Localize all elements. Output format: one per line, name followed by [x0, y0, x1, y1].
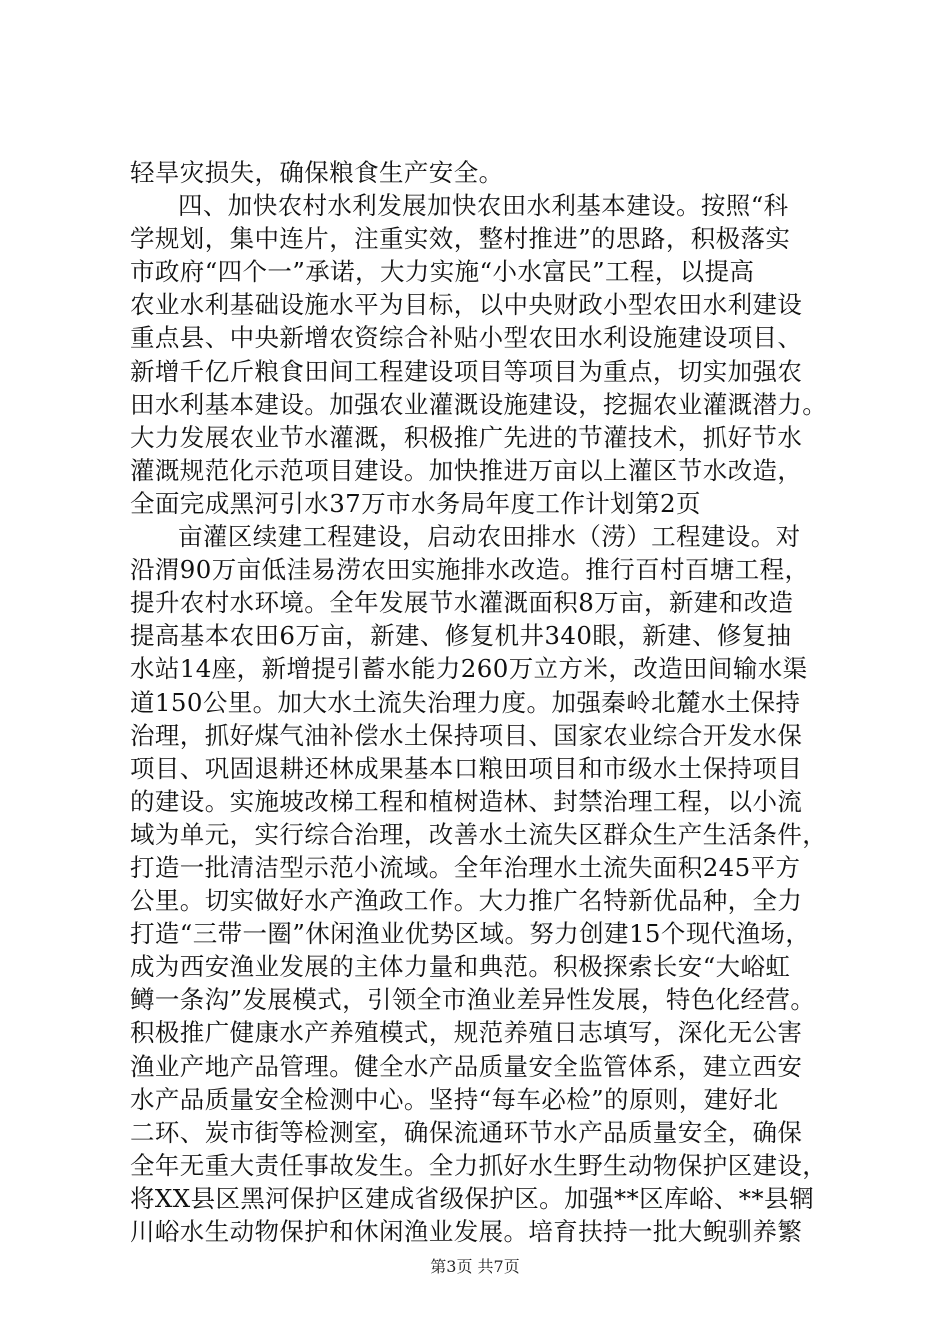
body-line: 水产品质量安全检测中心。坚持“每车必检”的原则，建好北	[130, 1085, 779, 1114]
body-line: 沿渭90万亩低洼易涝农田实施排水改造。推行百村百塘工程，	[130, 555, 810, 584]
body-line: 治理，抓好煤气油补偿水土保持项目、国家农业综合开发水保	[130, 721, 803, 750]
body-line: 学规划，集中连片，注重实效，整村推进”的思路，积极落实	[130, 224, 791, 253]
body-line: 轻旱灾损失，确保粮食生产安全。	[130, 158, 504, 187]
body-line: 提升农村水环境。全年发展节水灌溉面积8万亩，新建和改造	[130, 588, 794, 617]
body-line: 亩灌区续建工程建设，启动农田排水（涝）工程建设。对	[178, 522, 801, 551]
body-line: 重点县、中央新增农资综合补贴小型农田水利设施建设项目、	[130, 323, 803, 352]
body-line: 打造“三带一圈”休闲渔业优势区域。努力创建15个现代渔场，	[130, 919, 811, 948]
body-line: 四、加快农村水利发展加快农田水利基本建设。按照“科	[178, 191, 789, 220]
body-line: 鳟一条沟”发展模式，引领全市渔业差异性发展，特色化经营。	[130, 985, 816, 1014]
body-line: 积极推广健康水产养殖模式，规范养殖日志填写，深化无公害	[130, 1018, 803, 1047]
body-line: 打造一批清洁型示范小流域。全年治理水土流失面积245平方	[130, 853, 801, 882]
body-line: 成为西安渔业发展的主体力量和典范。积极探索长安“大峪虹	[130, 952, 791, 981]
body-line: 农业水利基础设施水平为目标，以中央财政小型农田水利建设	[130, 290, 803, 319]
body-line: 将XX县区黑河保护区建成省级保护区。加强**区库峪、**县辋	[130, 1184, 814, 1213]
body-line: 的建设。实施坡改梯工程和植树造林、封禁治理工程，以小流	[130, 787, 803, 816]
body-line: 大力发展农业节水灌溉，积极推广先进的节灌技术，抓好节水	[130, 423, 803, 452]
body-line: 市政府“四个一”承诺，大力实施“小水富民”工程，以提高	[130, 257, 755, 286]
body-line: 水站14座，新增提引蓄水能力260万立方米，改造田间输水渠	[130, 654, 808, 683]
body-line: 新增千亿斤粮食田间工程建设项目等项目为重点，切实加强农	[130, 357, 803, 386]
body-line: 项目、巩固退耕还林成果基本口粮田项目和市级水土保持项目	[130, 754, 803, 783]
body-line: 田水利基本建设。加强农业灌溉设施建设，挖掘农业灌溉潜力。	[130, 390, 828, 419]
body-line: 二环、炭市街等检测室，确保流通环节水产品质量安全，确保	[130, 1118, 803, 1147]
body-line: 灌溉规范化示范项目建设。加快推进万亩以上灌区节水改造，	[130, 456, 803, 485]
body-line: 道150公里。加大水土流失治理力度。加强秦岭北麓水土保持	[130, 688, 801, 717]
body-line: 提高基本农田6万亩，新建、修复机井340眼，新建、修复抽	[130, 621, 792, 650]
body-line: 川峪水生动物保护和休闲渔业发展。培育扶持一批大鲵驯养繁	[130, 1217, 803, 1246]
body-line: 全年无重大责任事故发生。全力抓好水生野生动物保护区建设，	[130, 1151, 828, 1180]
body-line: 渔业产地产品管理。健全水产品质量安全监管体系，建立西安	[130, 1052, 803, 1081]
body-line: 全面完成黑河引水37万市水务局年度工作计划第2页	[130, 489, 701, 518]
page-number: 第3页 共7页	[430, 1257, 520, 1276]
body-line: 公里。切实做好水产渔政工作。大力推广名特新优品种，全力	[130, 886, 803, 915]
body-line: 域为单元，实行综合治理，改善水土流失区群众生产生活条件，	[130, 820, 828, 849]
